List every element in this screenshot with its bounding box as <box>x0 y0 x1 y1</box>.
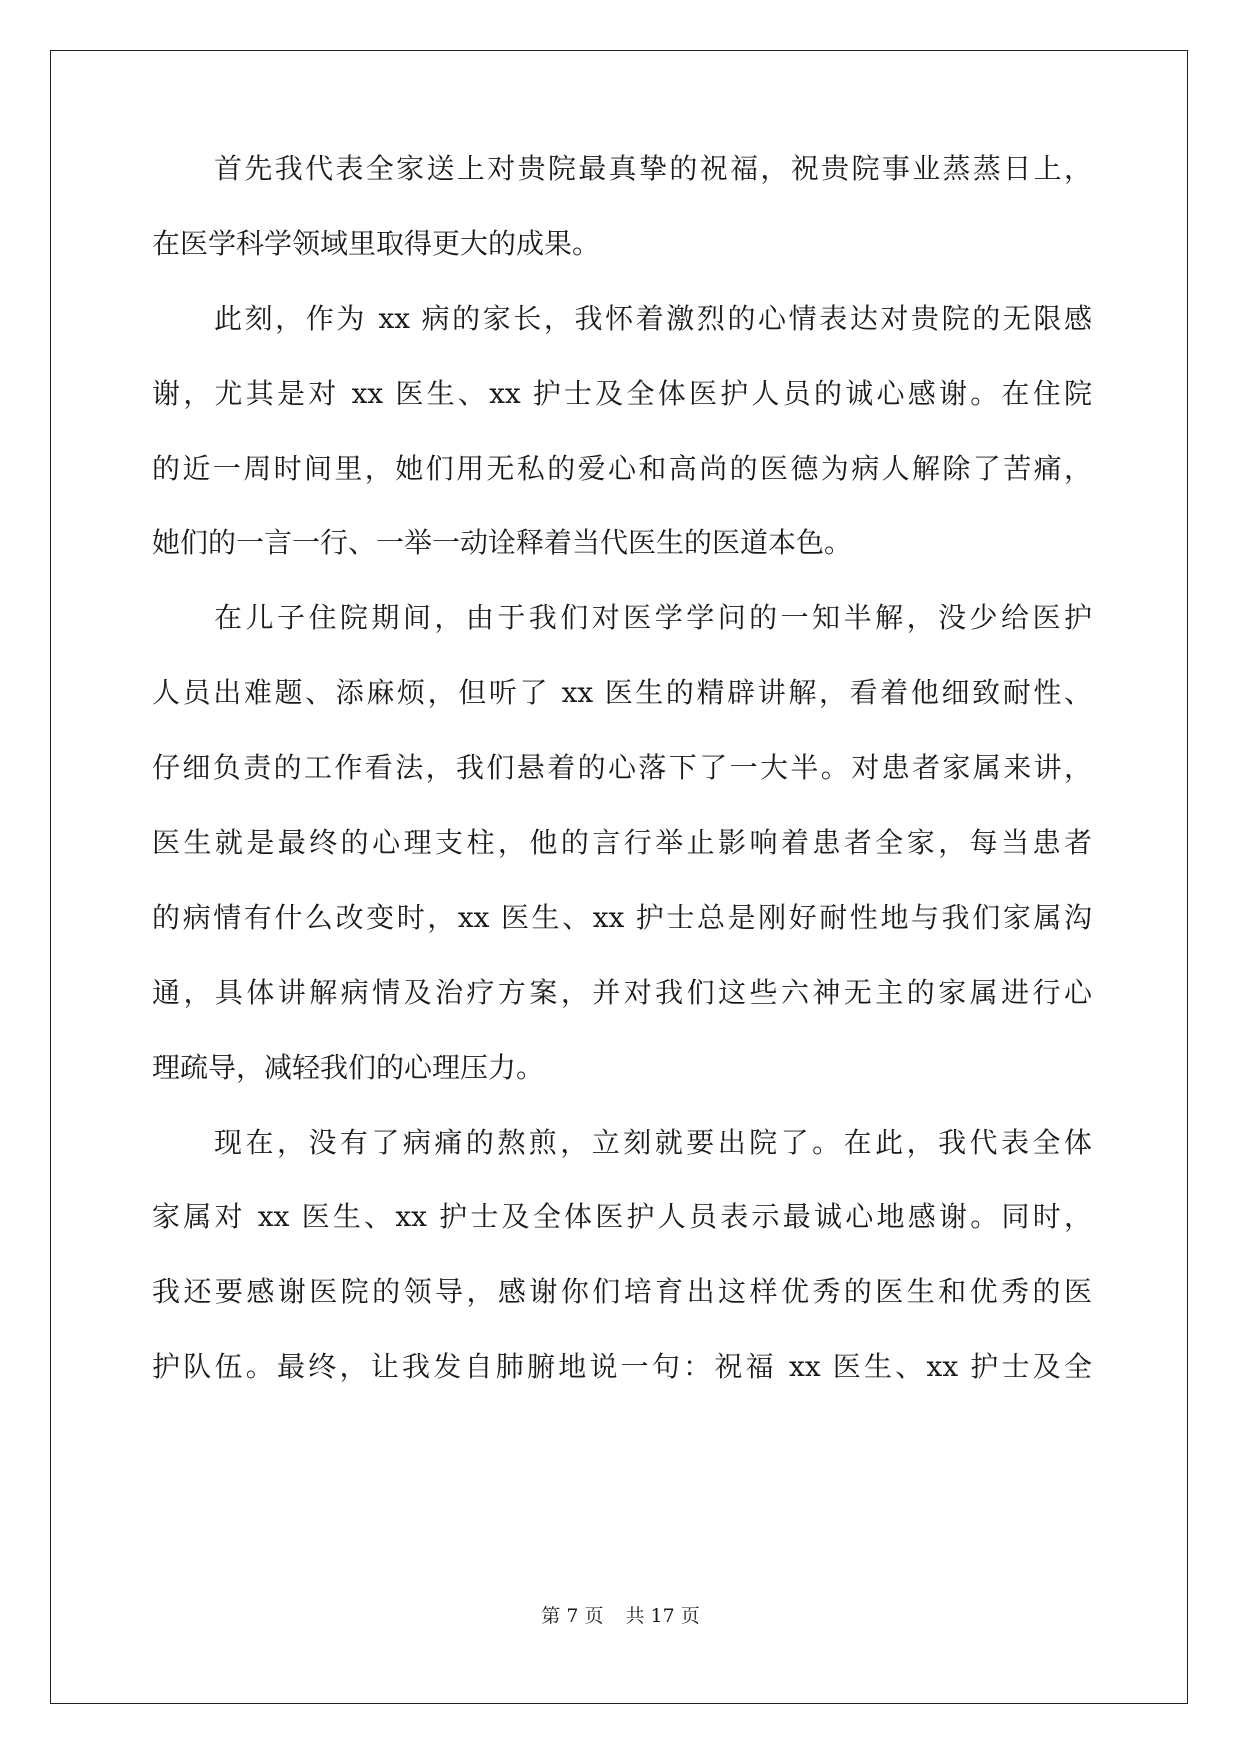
paragraph-3-line-6: 通，具体讲解病情及治疗方案，并对我们这些六神无主的家属进行心 <box>152 975 1092 1009</box>
paragraph-3-line-7: 理疏导，减轻我们的心理压力。 <box>152 1050 545 1084</box>
paragraph-3-line-4: 医生就是最终的心理支柱，他的言行举止影响着患者全家，每当患者 <box>152 826 1092 860</box>
paragraph-4-line-1: 现在，没有了病痛的熬煎，立刻就要出院了。在此，我代表全体 <box>214 1125 1092 1159</box>
paragraph-4-line-3: 我还要感谢医院的领导，感谢你们培育出这样优秀的医生和优秀的医 <box>152 1275 1092 1309</box>
paragraph-3-line-3: 仔细负责的工作看法，我们悬着的心落下了一大半。对患者家属来讲， <box>152 751 1092 785</box>
paragraph-3-line-1: 在儿子住院期间，由于我们对医学学问的一知半解，没少给医护 <box>214 601 1092 635</box>
page-number: 第 7 页 <box>541 1605 604 1627</box>
paragraph-1-line-2: 在医学科学领域里取得更大的成果。 <box>152 226 601 260</box>
page-total: 共 17 页 <box>625 1605 700 1627</box>
page-footer <box>0 1604 1241 1628</box>
paragraph-4-line-2: 家属对 xx 医生、xx 护士及全体医护人员表示最诚心地感谢。同时， <box>152 1200 1092 1234</box>
paragraph-2-line-2: 谢，尤其是对 xx 医生、xx 护士及全体医护人员的诚心感谢。在住院 <box>152 376 1092 410</box>
document-body <box>152 152 1092 1425</box>
paragraph-2-line-3: 的近一周时间里，她们用无私的爱心和高尚的医德为病人解除了苦痛， <box>152 451 1092 485</box>
paragraph-2-line-4: 她们的一言一行、一举一动诠释着当代医生的医道本色。 <box>152 526 853 560</box>
paragraph-2-line-1: 此刻，作为 xx 病的家长，我怀着激烈的心情表达对贵院的无限感 <box>214 301 1092 335</box>
paragraph-4-line-4: 护队伍。最终，让我发自肺腑地说一句：祝福 xx 医生、xx 护士及全 <box>152 1350 1092 1384</box>
paragraph-3-line-2: 人员出难题、添麻烦，但听了 xx 医生的精辟讲解，看着他细致耐性、 <box>152 676 1092 710</box>
paragraph-1-line-1: 首先我代表全家送上对贵院最真挚的祝福，祝贵院事业蒸蒸日上， <box>214 152 1092 185</box>
paragraph-3-line-5: 的病情有什么改变时，xx 医生、xx 护士总是刚好耐性地与我们家属沟 <box>152 900 1092 934</box>
